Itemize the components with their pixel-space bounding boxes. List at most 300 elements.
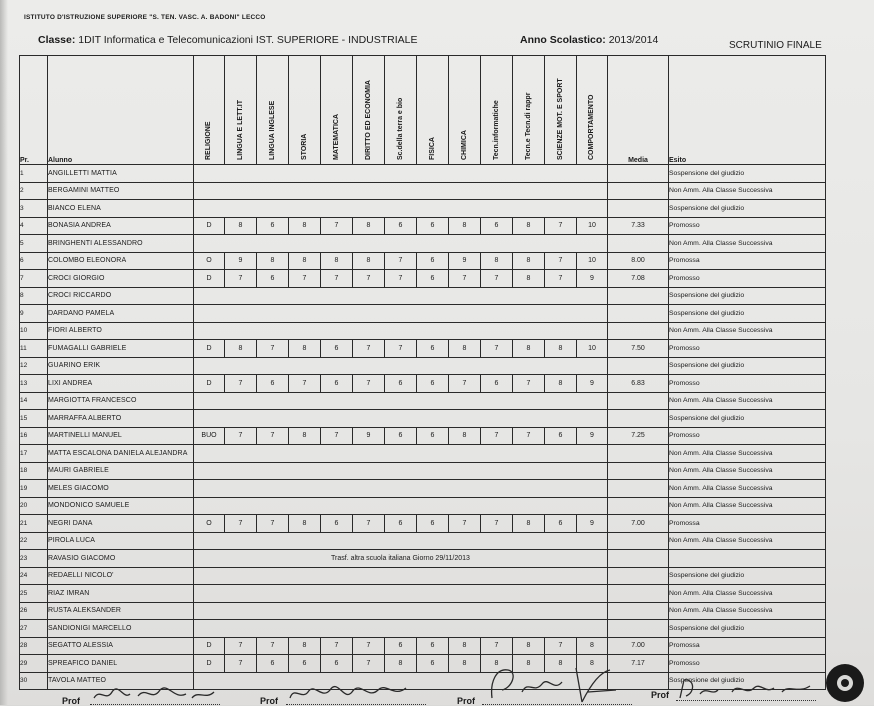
grade-cell: 7 bbox=[545, 217, 577, 235]
grade-cell: D bbox=[194, 217, 225, 235]
grade-cell: 6 bbox=[481, 375, 513, 393]
grade-cell: O bbox=[194, 252, 225, 270]
grade-cell: D bbox=[194, 637, 225, 655]
outcome-cell: Non Amm. Alla Classe Successiva bbox=[669, 182, 826, 200]
subject-label: LINGUA INGLESE bbox=[268, 100, 276, 160]
grade-cell: 8 bbox=[449, 340, 481, 358]
grade-cell: 6 bbox=[321, 655, 353, 673]
table-row bbox=[20, 602, 826, 620]
table-row bbox=[20, 427, 826, 445]
table-row bbox=[20, 550, 826, 568]
grade-cell: 7 bbox=[257, 637, 289, 655]
average-cell bbox=[608, 305, 669, 323]
grade-cell: 7 bbox=[385, 270, 417, 288]
average-cell: 7.17 bbox=[608, 655, 669, 673]
row-number: 15 bbox=[20, 410, 48, 428]
row-number: 26 bbox=[20, 602, 48, 620]
grade-cell: 7 bbox=[353, 270, 385, 288]
grade-cell: 8 bbox=[481, 252, 513, 270]
row-number: 22 bbox=[20, 532, 48, 550]
column-header-subject bbox=[289, 56, 321, 165]
grade-cell: 7 bbox=[545, 270, 577, 288]
student-name: MARTINELLI MANUEL bbox=[48, 427, 194, 445]
column-header-subject bbox=[449, 56, 481, 165]
student-name: PIROLA LUCA bbox=[48, 532, 194, 550]
outcome-cell: Sospensione del giudizio bbox=[669, 672, 826, 690]
outcome-cell: Non Amm. Alla Classe Successiva bbox=[669, 462, 826, 480]
grade-cell: 7 bbox=[449, 270, 481, 288]
grade-cell: 7 bbox=[225, 375, 257, 393]
student-name: GUARINO ERIK bbox=[48, 357, 194, 375]
student-name: RUSTA ALEKSANDER bbox=[48, 602, 194, 620]
grade-cell: 6 bbox=[417, 655, 449, 673]
grade-cell: 8 bbox=[289, 427, 321, 445]
empty-grades bbox=[194, 585, 608, 603]
outcome-cell: Sospensione del giudizio bbox=[669, 410, 826, 428]
table-row bbox=[20, 620, 826, 638]
student-name: DARDANO PAMELA bbox=[48, 305, 194, 323]
row-number: 20 bbox=[20, 497, 48, 515]
grade-cell: 7 bbox=[449, 375, 481, 393]
grade-cell: 6 bbox=[481, 217, 513, 235]
table-row bbox=[20, 480, 826, 498]
empty-grades bbox=[194, 462, 608, 480]
subject-label: MATEMATICA bbox=[332, 113, 340, 160]
empty-grades bbox=[194, 392, 608, 410]
table-row bbox=[20, 375, 826, 393]
class-label: Classe: bbox=[38, 34, 76, 46]
grade-cell: 8 bbox=[289, 515, 321, 533]
grade-cell: 7 bbox=[225, 515, 257, 533]
school-year-value: 2013/2014 bbox=[608, 34, 659, 46]
outcome-cell: Non Amm. Alla Classe Successiva bbox=[669, 392, 826, 410]
row-number: 17 bbox=[20, 445, 48, 463]
signature-label: Prof bbox=[457, 696, 475, 706]
grade-cell: 10 bbox=[577, 217, 608, 235]
column-header-subject bbox=[321, 56, 353, 165]
empty-grades bbox=[194, 410, 608, 428]
average-cell: 7.08 bbox=[608, 270, 669, 288]
grade-cell: 6 bbox=[417, 252, 449, 270]
grade-cell: 7 bbox=[545, 252, 577, 270]
grade-cell: O bbox=[194, 515, 225, 533]
grade-cell: 8 bbox=[513, 270, 545, 288]
column-header-subject bbox=[417, 56, 449, 165]
table-row bbox=[20, 340, 826, 358]
subject-label: Tecn.e Tecn.di rappr bbox=[524, 92, 532, 160]
empty-grades bbox=[194, 620, 608, 638]
grade-cell: 6 bbox=[385, 637, 417, 655]
grade-cell: 7 bbox=[513, 427, 545, 445]
grade-cell: 6 bbox=[417, 270, 449, 288]
table-row bbox=[20, 200, 826, 218]
grade-cell: 9 bbox=[577, 375, 608, 393]
row-number: 18 bbox=[20, 462, 48, 480]
outcome-cell: Non Amm. Alla Classe Successiva bbox=[669, 445, 826, 463]
average-cell: 8.00 bbox=[608, 252, 669, 270]
subject-label: Tecn.informatiche bbox=[492, 100, 500, 160]
row-number: 14 bbox=[20, 392, 48, 410]
row-number: 12 bbox=[20, 357, 48, 375]
table-row bbox=[20, 182, 826, 200]
subject-label: LINGUA E LETT.IT bbox=[236, 99, 244, 160]
outcome-cell: Non Amm. Alla Classe Successiva bbox=[669, 235, 826, 253]
average-cell: 7.00 bbox=[608, 637, 669, 655]
column-header-subject bbox=[353, 56, 385, 165]
average-cell bbox=[608, 235, 669, 253]
row-number: 1 bbox=[20, 165, 48, 183]
grade-cell: 8 bbox=[289, 252, 321, 270]
grade-cell: 8 bbox=[577, 655, 608, 673]
student-name: COLOMBO ELEONORA bbox=[48, 252, 194, 270]
table-row bbox=[20, 287, 826, 305]
student-name: BONASIA ANDREA bbox=[48, 217, 194, 235]
grade-cell: 8 bbox=[225, 340, 257, 358]
column-header-subject bbox=[481, 56, 513, 165]
outcome-cell: Promossa bbox=[669, 637, 826, 655]
grade-cell: 8 bbox=[577, 637, 608, 655]
grade-cell: 7 bbox=[257, 340, 289, 358]
grade-cell: 8 bbox=[289, 217, 321, 235]
grade-cell: 8 bbox=[385, 655, 417, 673]
grade-cell: 7 bbox=[289, 375, 321, 393]
column-header-esito: Esito bbox=[669, 56, 826, 165]
grade-cell: 6 bbox=[257, 270, 289, 288]
grade-cell: 6 bbox=[257, 655, 289, 673]
average-cell bbox=[608, 480, 669, 498]
student-name: MARGIOTTA FRANCESCO bbox=[48, 392, 194, 410]
grade-cell: 7 bbox=[225, 270, 257, 288]
grade-cell: 8 bbox=[257, 252, 289, 270]
row-number: 10 bbox=[20, 322, 48, 340]
grade-cell: 8 bbox=[481, 655, 513, 673]
grade-cell: 7 bbox=[481, 270, 513, 288]
average-cell bbox=[608, 585, 669, 603]
table-row bbox=[20, 410, 826, 428]
row-number: 23 bbox=[20, 550, 48, 568]
row-number: 5 bbox=[20, 235, 48, 253]
page-shadow bbox=[0, 0, 8, 705]
average-cell: 7.25 bbox=[608, 427, 669, 445]
signature-scrawl bbox=[286, 672, 416, 705]
table-row bbox=[20, 515, 826, 533]
average-cell bbox=[608, 462, 669, 480]
column-header-subject bbox=[545, 56, 577, 165]
student-name: SPREAFICO DANIEL bbox=[48, 655, 194, 673]
table-body bbox=[20, 165, 826, 690]
outcome-cell: Sospensione del giudizio bbox=[669, 567, 826, 585]
transfer-note: Trasf. altra scuola italiana Giorno 29/11/2013 bbox=[194, 550, 608, 568]
table-row bbox=[20, 305, 826, 323]
outcome-cell: Non Amm. Alla Classe Successiva bbox=[669, 602, 826, 620]
column-header-subject bbox=[577, 56, 608, 165]
grade-cell: 9 bbox=[577, 270, 608, 288]
signature-label: Prof bbox=[651, 690, 669, 700]
grade-cell: 7 bbox=[321, 637, 353, 655]
grade-cell: 8 bbox=[545, 655, 577, 673]
grade-cell: 7 bbox=[481, 637, 513, 655]
student-name: BIANCO ELENA bbox=[48, 200, 194, 218]
grade-cell: 6 bbox=[417, 340, 449, 358]
grade-cell: 6 bbox=[385, 515, 417, 533]
grades-table bbox=[19, 55, 826, 690]
table-row bbox=[20, 322, 826, 340]
column-header-subject bbox=[194, 56, 225, 165]
student-name: CROCI GIORGIO bbox=[48, 270, 194, 288]
student-name: MONDONICO SAMUELE bbox=[48, 497, 194, 515]
grade-cell: 7 bbox=[353, 515, 385, 533]
grade-cell: 7 bbox=[385, 252, 417, 270]
empty-grades bbox=[194, 305, 608, 323]
subject-label: COMPORTAMENTO bbox=[588, 94, 595, 160]
average-cell bbox=[608, 550, 669, 568]
empty-grades bbox=[194, 182, 608, 200]
empty-grades bbox=[194, 602, 608, 620]
grade-cell: 7 bbox=[225, 427, 257, 445]
outcome-cell: Sospensione del giudizio bbox=[669, 165, 826, 183]
subject-label: SCIENZE MOT. E SPORT bbox=[556, 78, 564, 160]
grade-cell: 6 bbox=[257, 217, 289, 235]
student-name: RAVASIO GIACOMO bbox=[48, 550, 194, 568]
subject-label: STORIA bbox=[300, 133, 308, 160]
grade-cell: 9 bbox=[225, 252, 257, 270]
row-number: 27 bbox=[20, 620, 48, 638]
subject-label: Sc.della terra e bio bbox=[396, 97, 404, 160]
row-number: 28 bbox=[20, 637, 48, 655]
outcome-cell bbox=[669, 550, 826, 568]
student-name: BERGAMINI MATTEO bbox=[48, 182, 194, 200]
outcome-cell: Promossa bbox=[669, 252, 826, 270]
average-cell bbox=[608, 182, 669, 200]
grade-cell: 8 bbox=[289, 340, 321, 358]
outcome-cell: Sospensione del giudizio bbox=[669, 357, 826, 375]
column-header-subject bbox=[513, 56, 545, 165]
grade-cell: 6 bbox=[289, 655, 321, 673]
student-name: FUMAGALLI GABRIELE bbox=[48, 340, 194, 358]
table-row bbox=[20, 392, 826, 410]
row-number: 4 bbox=[20, 217, 48, 235]
row-number: 8 bbox=[20, 287, 48, 305]
grade-cell: 7 bbox=[321, 427, 353, 445]
institute-name: ISTITUTO D'ISTRUZIONE SUPERIORE "S. TEN. VASC. A. BADONI" LECCO bbox=[24, 14, 266, 21]
empty-grades bbox=[194, 480, 608, 498]
row-number: 9 bbox=[20, 305, 48, 323]
subject-label: RELIGIONE bbox=[205, 121, 212, 160]
student-name: MATTA ESCALONA DANIELA ALEJANDRA bbox=[48, 445, 194, 463]
average-cell bbox=[608, 200, 669, 218]
average-cell bbox=[608, 567, 669, 585]
grade-cell: 8 bbox=[449, 637, 481, 655]
grade-cell: 7 bbox=[353, 655, 385, 673]
grade-cell: 7 bbox=[545, 637, 577, 655]
pushpin-icon bbox=[826, 664, 864, 702]
column-header-subject bbox=[225, 56, 257, 165]
student-name: LIXI ANDREA bbox=[48, 375, 194, 393]
signature-label: Prof bbox=[260, 696, 278, 706]
school-year-label: Anno Scolastico: bbox=[520, 34, 606, 46]
student-name: FIORI ALBERTO bbox=[48, 322, 194, 340]
grade-cell: 6 bbox=[321, 515, 353, 533]
empty-grades bbox=[194, 497, 608, 515]
student-name: NEGRI DANA bbox=[48, 515, 194, 533]
grade-cell: 8 bbox=[545, 340, 577, 358]
grade-cell: 8 bbox=[513, 655, 545, 673]
grade-cell: 8 bbox=[449, 655, 481, 673]
subject-label: DIRITTO ED ECONOMIA bbox=[364, 80, 372, 160]
signature-scrawl bbox=[482, 662, 622, 705]
grade-cell: 8 bbox=[225, 217, 257, 235]
table-row bbox=[20, 567, 826, 585]
grade-cell: 9 bbox=[577, 427, 608, 445]
average-cell bbox=[608, 392, 669, 410]
grade-cell: 8 bbox=[353, 217, 385, 235]
grade-cell: 6 bbox=[545, 427, 577, 445]
grade-cell: 6 bbox=[417, 375, 449, 393]
outcome-cell: Promosso bbox=[669, 375, 826, 393]
grade-cell: 8 bbox=[545, 375, 577, 393]
column-header-subject bbox=[257, 56, 289, 165]
outcome-cell: Non Amm. Alla Classe Successiva bbox=[669, 585, 826, 603]
grade-cell: 9 bbox=[449, 252, 481, 270]
grade-cell: 7 bbox=[225, 637, 257, 655]
grade-cell: 7 bbox=[449, 515, 481, 533]
student-name: RIAZ IMRAN bbox=[48, 585, 194, 603]
grade-cell: 8 bbox=[513, 515, 545, 533]
outcome-cell: Promosso bbox=[669, 427, 826, 445]
outcome-cell: Non Amm. Alla Classe Successiva bbox=[669, 322, 826, 340]
grade-cell: 6 bbox=[321, 375, 353, 393]
row-number: 6 bbox=[20, 252, 48, 270]
row-number: 29 bbox=[20, 655, 48, 673]
grade-cell: 9 bbox=[353, 427, 385, 445]
grade-cell: D bbox=[194, 375, 225, 393]
grade-cell: 7 bbox=[257, 427, 289, 445]
table-row bbox=[20, 165, 826, 183]
average-cell: 7.33 bbox=[608, 217, 669, 235]
school-year bbox=[520, 34, 658, 46]
grade-cell: 10 bbox=[577, 340, 608, 358]
class-info bbox=[38, 34, 418, 46]
outcome-cell: Promosso bbox=[669, 655, 826, 673]
grade-cell: 6 bbox=[321, 340, 353, 358]
average-cell: 7.50 bbox=[608, 340, 669, 358]
grade-cell: 6 bbox=[417, 637, 449, 655]
student-name: REDAELLI NICOLO' bbox=[48, 567, 194, 585]
grade-cell: 6 bbox=[385, 427, 417, 445]
outcome-cell: Non Amm. Alla Classe Successiva bbox=[669, 497, 826, 515]
outcome-cell: Sospensione del giudizio bbox=[669, 305, 826, 323]
row-number: 7 bbox=[20, 270, 48, 288]
outcome-cell: Promossa bbox=[669, 515, 826, 533]
grade-cell: 6 bbox=[385, 375, 417, 393]
student-name: SEGATTO ALESSIA bbox=[48, 637, 194, 655]
signature-scrawl bbox=[90, 680, 220, 705]
outcome-cell: Non Amm. Alla Classe Successiva bbox=[669, 532, 826, 550]
empty-grades bbox=[194, 200, 608, 218]
student-name: SANDIONIGI MARCELLO bbox=[48, 620, 194, 638]
outcome-cell: Promosso bbox=[669, 270, 826, 288]
outcome-cell: Promosso bbox=[669, 217, 826, 235]
empty-grades bbox=[194, 532, 608, 550]
grade-cell: 7 bbox=[353, 340, 385, 358]
student-name: ANGILLETTI MATTIA bbox=[48, 165, 194, 183]
grade-cell: 8 bbox=[321, 252, 353, 270]
grade-cell: 7 bbox=[481, 515, 513, 533]
scrutinio-title: SCRUTINIO FINALE bbox=[729, 40, 822, 51]
grade-cell: 6 bbox=[417, 427, 449, 445]
average-cell bbox=[608, 602, 669, 620]
student-name: BRINGHENTI ALESSANDRO bbox=[48, 235, 194, 253]
grade-cell: 6 bbox=[417, 217, 449, 235]
grade-cell: 9 bbox=[577, 515, 608, 533]
signature-line bbox=[676, 700, 816, 701]
average-cell bbox=[608, 357, 669, 375]
grade-cell: D bbox=[194, 655, 225, 673]
grade-cell: 7 bbox=[289, 270, 321, 288]
outcome-cell: Sospensione del giudizio bbox=[669, 620, 826, 638]
grade-cell: 7 bbox=[385, 340, 417, 358]
grade-cell: 8 bbox=[513, 252, 545, 270]
grade-cell: 6 bbox=[385, 217, 417, 235]
table-row bbox=[20, 445, 826, 463]
grade-cell: 8 bbox=[449, 427, 481, 445]
grade-cell: 7 bbox=[225, 655, 257, 673]
empty-grades bbox=[194, 567, 608, 585]
grade-cell: 8 bbox=[289, 637, 321, 655]
row-number: 21 bbox=[20, 515, 48, 533]
average-cell: 6.83 bbox=[608, 375, 669, 393]
student-name: MELES GIACOMO bbox=[48, 480, 194, 498]
signature-area bbox=[0, 660, 874, 705]
empty-grades bbox=[194, 445, 608, 463]
outcome-cell: Non Amm. Alla Classe Successiva bbox=[669, 480, 826, 498]
table-row bbox=[20, 462, 826, 480]
grade-cell: 8 bbox=[513, 217, 545, 235]
grade-cell: 7 bbox=[481, 340, 513, 358]
table-header-row bbox=[20, 56, 826, 165]
grade-cell: 7 bbox=[353, 637, 385, 655]
grade-cell: D bbox=[194, 270, 225, 288]
row-number: 16 bbox=[20, 427, 48, 445]
empty-grades bbox=[194, 287, 608, 305]
grade-cell: 8 bbox=[353, 252, 385, 270]
table-row bbox=[20, 252, 826, 270]
table-row bbox=[20, 235, 826, 253]
outcome-cell: Promosso bbox=[669, 340, 826, 358]
student-name: MAURI GABRIELE bbox=[48, 462, 194, 480]
grade-cell: 8 bbox=[513, 637, 545, 655]
average-cell bbox=[608, 287, 669, 305]
grade-cell: 7 bbox=[513, 375, 545, 393]
average-cell bbox=[608, 620, 669, 638]
grade-cell: 6 bbox=[417, 515, 449, 533]
column-header-media: Media bbox=[608, 56, 669, 165]
row-number: 3 bbox=[20, 200, 48, 218]
empty-grades bbox=[194, 357, 608, 375]
outcome-cell: Sospensione del giudizio bbox=[669, 287, 826, 305]
average-cell bbox=[608, 497, 669, 515]
grade-cell: 6 bbox=[257, 375, 289, 393]
grade-cell: 6 bbox=[545, 515, 577, 533]
student-name: CROCI RICCARDO bbox=[48, 287, 194, 305]
average-cell bbox=[608, 532, 669, 550]
table-row bbox=[20, 585, 826, 603]
table-row bbox=[20, 532, 826, 550]
average-cell bbox=[608, 445, 669, 463]
signature-label: Prof bbox=[62, 696, 80, 706]
grade-cell: 7 bbox=[321, 217, 353, 235]
empty-grades bbox=[194, 322, 608, 340]
